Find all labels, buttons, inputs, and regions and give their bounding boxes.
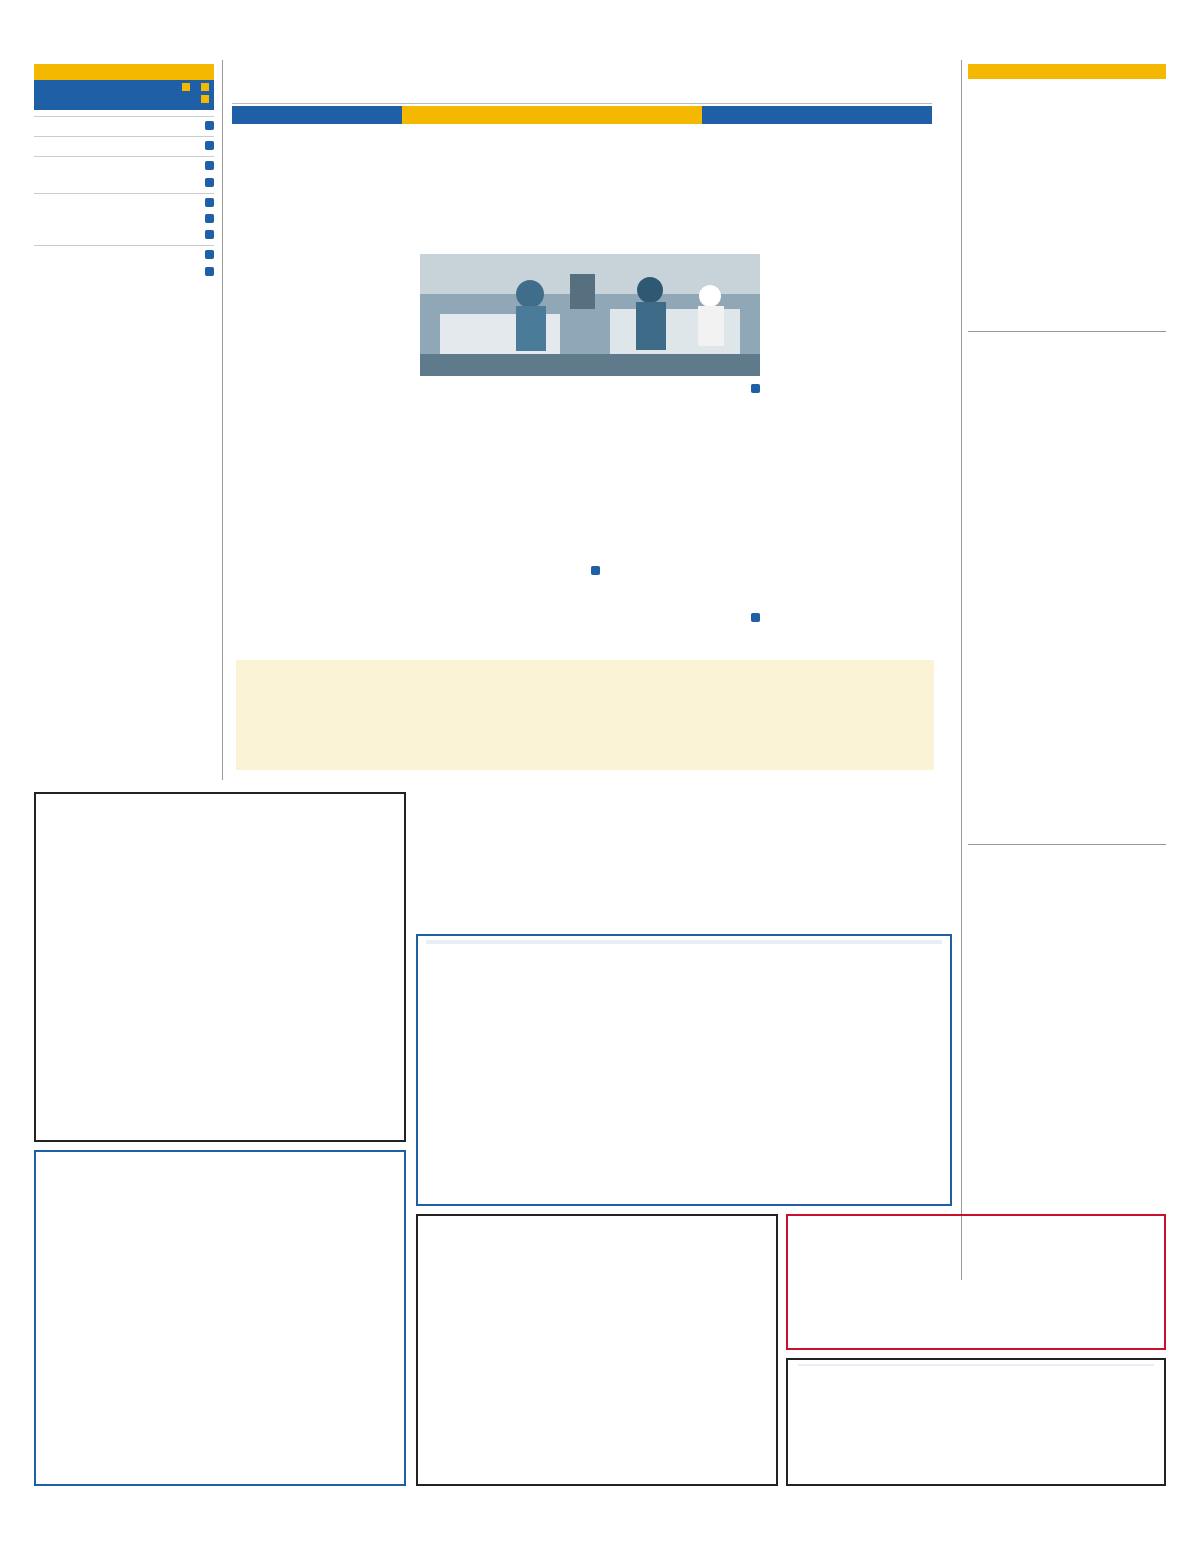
ad-auction (34, 792, 406, 1142)
main-col1 (772, 290, 932, 640)
sub-heading-1 (608, 384, 760, 394)
note-icon (205, 214, 214, 223)
left-section-item (34, 197, 214, 210)
date-fa (702, 106, 932, 124)
main-col3b-body (420, 576, 600, 632)
left-section-item (34, 229, 214, 242)
lai-box (236, 660, 934, 770)
bullet-icon (751, 613, 760, 622)
left-section-item (34, 249, 214, 262)
sub-heading-3 (420, 566, 600, 576)
ad-fariman-body (426, 947, 942, 1065)
main-col3-body (420, 384, 600, 562)
main-col2 (608, 384, 760, 653)
report-tag (772, 254, 932, 257)
note-icon (205, 141, 214, 150)
note-icon (205, 161, 214, 170)
masthead (232, 62, 932, 150)
left-banner (34, 64, 214, 80)
note-icon (205, 121, 214, 130)
lai-body (244, 668, 734, 764)
ad-invest (416, 1214, 778, 1486)
ad-land (786, 1214, 1166, 1350)
ad-assembly-agenda (44, 1162, 396, 1340)
left-sections (34, 116, 214, 279)
ad-invest-body (428, 1228, 766, 1408)
main-col4 (240, 254, 412, 640)
tagline (402, 106, 702, 124)
lai-title-box (746, 668, 926, 671)
ad-neyshahr-body (798, 1369, 1154, 1455)
left-section-item (34, 140, 214, 153)
weather-body (420, 820, 952, 920)
left-section-item (34, 177, 214, 190)
ad-fariman-title (426, 940, 942, 944)
left-section-item (34, 160, 214, 173)
news2-body (968, 338, 1166, 838)
main-col2b-body (608, 623, 760, 653)
note-icon (205, 250, 214, 259)
ad-land-text (798, 1226, 1154, 1242)
hospital-photo-illustration (420, 254, 760, 376)
right-column (968, 64, 1166, 996)
left-section-title (34, 193, 214, 194)
left-section-item (34, 120, 214, 133)
left-section-title (34, 245, 214, 246)
ad-assembly (34, 1150, 406, 1486)
date-en (232, 106, 402, 124)
ad-neyshahr-title (798, 1364, 1154, 1366)
masthead-top (232, 62, 932, 104)
main-col3 (420, 384, 600, 632)
masthead-bar (232, 106, 932, 124)
bullet-icon (591, 566, 600, 575)
news-photo (420, 254, 760, 376)
left-section-title (34, 136, 214, 137)
telegram-icon (201, 95, 209, 103)
phone-icon (182, 83, 190, 91)
sms-icon (201, 83, 209, 91)
news3-body (968, 851, 1166, 996)
note-icon (205, 230, 214, 239)
sub-heading-2 (608, 613, 760, 623)
left-section-title (34, 116, 214, 117)
main-col2-body (608, 394, 760, 609)
bullet-icon (751, 384, 760, 393)
ad-neyshahr (786, 1358, 1166, 1486)
news-tag (968, 64, 1166, 79)
left-section-title (34, 156, 214, 157)
note-icon (205, 267, 214, 276)
ad-fariman (416, 934, 952, 1206)
contact-box (34, 80, 214, 110)
note-icon (205, 178, 214, 187)
note-icon (205, 198, 214, 207)
left-column (34, 64, 214, 774)
ad-auction-items (44, 806, 396, 966)
news1-body (968, 87, 1166, 325)
left-section-item (34, 213, 214, 226)
left-section-item (34, 266, 214, 279)
